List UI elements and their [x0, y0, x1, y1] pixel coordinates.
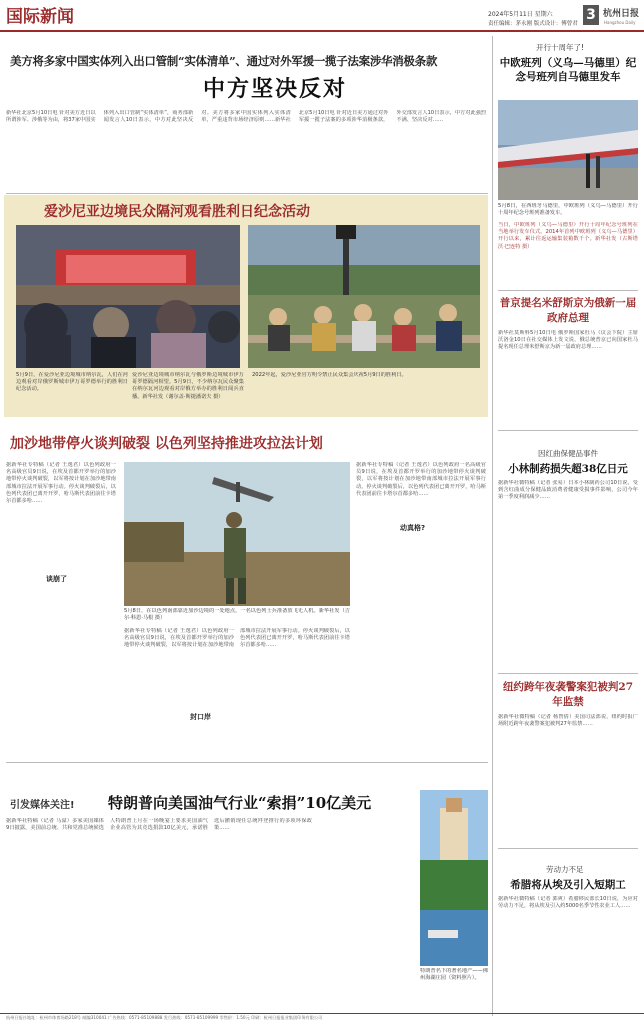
r5-body: 据新华社微特稿（记者 郭爽）希腊移民部长10日说，为应对劳动力不足，将从埃及引入约5000名季节性农业工人……	[498, 896, 638, 910]
estonia-caption-1: 5月9日，在爱沙尼亚边境城市纳尔瓦，人们在河边观看对岸俄罗斯城市伊万哥罗德举行的胜利日纪念活动。	[16, 372, 128, 393]
photo-mar-a-lago	[420, 790, 488, 966]
divider	[498, 673, 638, 674]
page-number-badge: 3	[583, 5, 599, 25]
divider	[6, 193, 488, 194]
estonia-feature	[4, 195, 488, 417]
divider	[498, 848, 638, 849]
right-column-rule	[492, 36, 493, 1016]
r1-kicker: 开行十周年了!	[536, 43, 585, 52]
lead-body: 新华社北京5月10日电 针对美方近日以所谓涉军、涉俄等为由，将37家中国实体列入出口管制“实体清单”，商务部新闻发言人10日表示，中方对此坚决反对。美方将多家中国实体列入实体清单，严重违背市场经济原则……新华社北京5月10日电 针对近日美方通过对外军援一揽子法案的多项涉华消极条款，外交部发言人10日表示，中方对此强烈不满、坚决反对……	[6, 110, 486, 124]
oil-photo-caption: 特朗普名下的著名地产——佛州海湖庄园（资料照片）。	[420, 968, 488, 982]
r5-headline: 希腊将从埃及引入短期工	[510, 879, 626, 891]
footer-info: 杭州日报社地址：杭州市体育场路218号 邮编310041 广告热线：0571-85109888 发行热线：0571-85109999 零售价：1.50元 印刷：杭州日报报业集团印务有限公司	[6, 1015, 323, 1020]
masthead-logo: 杭州日报	[603, 9, 640, 19]
r1-headline: 中欧班列（义乌—马德里）纪念号班列自马德里发车	[499, 57, 637, 83]
r4-headline: 纽约跨年夜袭警案犯被判27年监禁	[502, 681, 634, 708]
lead-kicker: 美方将多家中国实体列入出口管制“实体清单”、通过对外军援一揽子法案涉华消极条款	[10, 54, 438, 68]
estonia-caption-3: 2022年起，爱沙尼亚官方明令禁止民众集会庆祝5月9日的胜利日。	[252, 372, 407, 378]
r3-headline: 小林制药损失超38亿日元	[508, 463, 628, 475]
section-title: 国际新闻	[6, 7, 74, 27]
photo-madrid-train	[498, 100, 638, 200]
lead-headline: 中方坚决反对	[202, 76, 347, 102]
photo-soldier-drone	[124, 462, 350, 606]
estonia-headline: 爱沙尼亚边境民众隔河观看胜利日纪念活动	[44, 204, 310, 220]
r4-body: 据新华社微特稿（记者 杨智倩）美国司法部说，纽约时报广场附近跨年夜袭警案犯被判27年监禁……	[498, 714, 638, 728]
gaza-body-left: 据新华社专特稿（记者 王逸君）以色列政府一名高级官员9日说，在埃及首都开罗举行的加沙地带停火谈判破裂，以军将按计划在加沙地带南部城市拉法开展军事行动。停火谈判破裂后，以色列代表团已离开开罗，哈马斯代表团前往卡塔尔首都多哈……	[6, 462, 116, 505]
gaza-body-right: 据新华社专特稿（记者 王逸君）以色列政府一名高级官员9日说，在埃及首都开罗举行的加沙地带停火谈判破裂，以军将按计划在加沙地带南部城市拉法开展军事行动。停火谈判破裂后，以色列代表团已离开开罗，哈马斯代表团前往卡塔尔首都多哈……	[356, 462, 486, 497]
gaza-subhead-1: 谈崩了	[46, 575, 67, 583]
photo-narva-crowd	[16, 225, 240, 368]
photo-narva-riverbank	[248, 225, 480, 368]
header-rule	[0, 30, 644, 32]
estonia-caption-2: 爱沙尼亚边境城市纳尔瓦与俄罗斯边境城市伊万哥罗德隔河相望。5月9日，不少纳尔瓦民众聚集在纳尔瓦河边观看对岸俄方举办的胜利日阅兵直播。新华社发（谢尔盖·斯捷潘诺夫 摄）	[132, 372, 244, 400]
oil-headline: 特朗普向美国油气行业“索捐”10亿美元	[108, 794, 372, 812]
oil-body: 据新华社特稿（记者 马溢）多家美国媒体9日披露，美国前总统、共和党准总统候选人特朗普上月在一场晚宴上要求美国油气企业高管为其竞选捐款10亿美元，承诺胜选后撤销现任总统拜登推行的多项环保政策……	[6, 818, 312, 832]
gaza-photo-caption: 5月8日，在以色列南部靠近加沙边境的一处地点，一名以色列士兵准备放飞无人机。新华社发（吉尔·科恩·马根 摄）	[124, 608, 350, 622]
divider	[6, 762, 488, 763]
masthead-logo-en: Hangzhou Daily	[604, 20, 636, 25]
r2-headline: 普京提名米舒斯京为俄新一届政府总理	[499, 297, 637, 324]
divider	[498, 430, 638, 431]
header-date: 2024年5月11日 星期六	[488, 11, 553, 18]
r2-body: 新华社莫斯科5月10日电 俄罗斯国家杜马（议会下院）主席沃洛金10日在社交媒体上发文说，俄总统普京已向国家杜马提名现任总理米舒斯京为新一届政府总理……	[498, 330, 638, 351]
gaza-subhead-3: 封口岸	[190, 713, 211, 721]
r3-kicker: 因红曲保健品事件	[538, 449, 598, 458]
divider	[498, 290, 638, 291]
gaza-subhead-2: 动真格?	[400, 524, 426, 532]
gaza-body-middle: 据新华社专特稿（记者 王逸君）以色列政府一名高级官员9日说，在埃及首都开罗举行的加沙地带停火谈判破裂，以军将按计划在加沙地带南部城市拉法开展军事行动。停火谈判破裂后，以色列代表团已离开开罗，哈马斯代表团前往卡塔尔首都多哈……	[124, 628, 350, 649]
r1-caption: 5月8日，在西班牙马德里，中欧班列（义乌—马德里）开行十周年纪念号班列准备发车。	[498, 203, 638, 217]
r1-body: 当日，中欧班列（义乌—马德里）开行十周年纪念号班列在当地举行发车仪式。2014年首列中欧班列（义乌—马德里）开行以来，累计往返运输集装箱数千个。新华社发（古斯塔沃·巴连特 摄）	[498, 222, 638, 250]
header-editors: 责任编辑：茅永刚 版式设计：傅曾君	[488, 21, 578, 27]
r3-body: 据新华社微特稿（记者 张易）日本小林制药公司10日说，受到含红曲成分保健品致消费者健康受损事件影响，公司今年第一季度利润减少……	[498, 480, 638, 501]
gaza-headline: 加沙地带停火谈判破裂 以色列坚持推进攻拉法计划	[10, 436, 323, 452]
footer-rule	[0, 1013, 644, 1014]
r5-kicker: 劳动力不足	[546, 865, 584, 874]
oil-kicker: 引发媒体关注!	[10, 800, 75, 811]
